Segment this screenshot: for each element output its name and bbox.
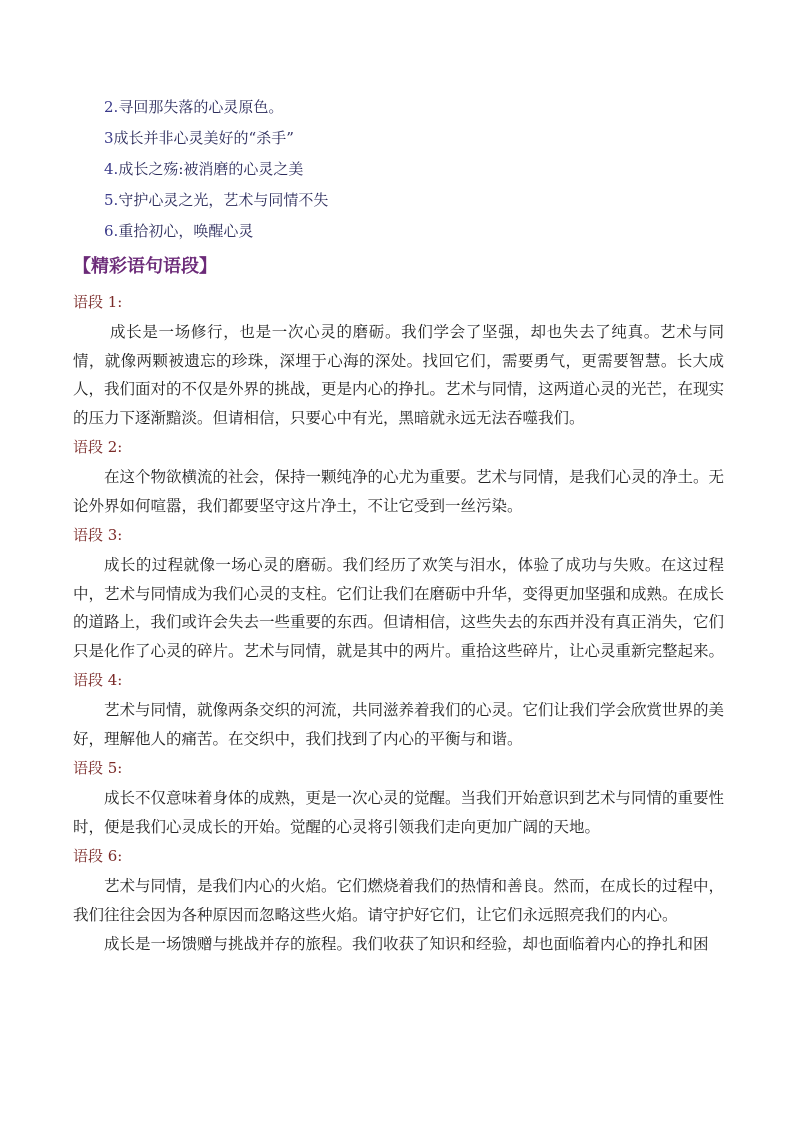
outline-number: 4.	[104, 160, 119, 178]
segment-label: 语段 6:	[73, 847, 123, 865]
segment-paragraph: 成长不仅意味着身体的成熟，更是一次心灵的觉醒。当我们开始意识到艺术与同情的重要性时，便是我们心灵成长的开始。觉醒的心灵将引领我们走向更加广阔的天地。	[73, 789, 725, 836]
outline-text: 重拾初心，唤醒心灵	[118, 222, 254, 240]
outline-number: 5.	[104, 191, 119, 209]
outline-item	[104, 217, 328, 248]
outline-text: 寻回那失落的心灵原色。	[118, 98, 284, 116]
segment-paragraph: 成长是一场馈赠与挑战并存的旅程。我们收获了知识和经验，却也面临着内心的挣扎和困	[104, 935, 709, 953]
outline-number: 3	[104, 129, 114, 147]
outline-text: 成长并非心灵美好的“杀手”	[113, 129, 294, 147]
segment-label: 语段 2:	[73, 438, 123, 456]
segment-paragraph: 艺术与同情，是我们内心的火焰。它们燃烧着我们的热情和善良。然而，在成长的过程中，我们往往会因为各种原因而忽略这些火焰。请守护好它们，让它们永远照亮我们的内心。	[73, 877, 725, 924]
outline-item	[104, 93, 328, 124]
segment-label: 语段 3:	[73, 526, 123, 544]
segment-label: 语段 4:	[73, 671, 123, 689]
outline-item	[104, 124, 328, 155]
segments-content	[73, 288, 724, 960]
outline-text: 守护心灵之光，艺术与同情不失	[118, 191, 329, 209]
segment-paragraph: 艺术与同情，就像两条交织的河流，共同滋养着我们的心灵。它们让我们学会欣赏世界的美好，理解他人的痛苦。在交织中，我们找到了内心的平衡与和谐。	[73, 701, 725, 748]
section-heading: 【精彩语句语段】	[73, 256, 217, 277]
outline-item	[104, 186, 328, 217]
outline-number: 2.	[104, 98, 119, 116]
outline-item	[104, 155, 328, 186]
outline-list	[104, 93, 328, 248]
segment-label: 语段 5:	[73, 759, 123, 777]
segment-paragraph: 成长的过程就像一场心灵的磨砺。我们经历了欢笑与泪水，体验了成功与失败。在这过程中，艺术与同情成为我们心灵的支柱。它们让我们在磨砺中升华，变得更加坚强和成熟。在成长的道路上，我们或许会失去一些重要的东西。但请相信，这些失去的东西并没有真正消失，它们只是化作了心灵的碎片。艺术与同情，就是其中的两片。重拾这些碎片，让心灵重新完整起来。	[73, 556, 725, 660]
segment-paragraph: 在这个物欲横流的社会，保持一颗纯净的心尤为重要。艺术与同情，是我们心灵的净土。无论外界如何喧嚣，我们都要坚守这片净土，不让它受到一丝污染。	[73, 468, 725, 515]
segment-label: 语段 1:	[73, 293, 123, 311]
outline-number: 6.	[104, 222, 119, 240]
outline-text: 成长之殇:被消磨的心灵之美	[118, 160, 304, 178]
segment-paragraph: 成长是一场修行，也是一次心灵的磨砺。我们学会了坚强，却也失去了纯真。艺术与同情，就像两颗被遗忘的珍珠，深埋于心海的深处。找回它们，需要勇气，更需要智慧。长大成人，我们面对的不仅是外界的挑战，更是内心的挣扎。艺术与同情，这两道心灵的光芒，在现实的压力下逐渐黯淡。但请相信，只要心中有光，黑暗就永远无法吞噬我们。	[73, 323, 725, 427]
